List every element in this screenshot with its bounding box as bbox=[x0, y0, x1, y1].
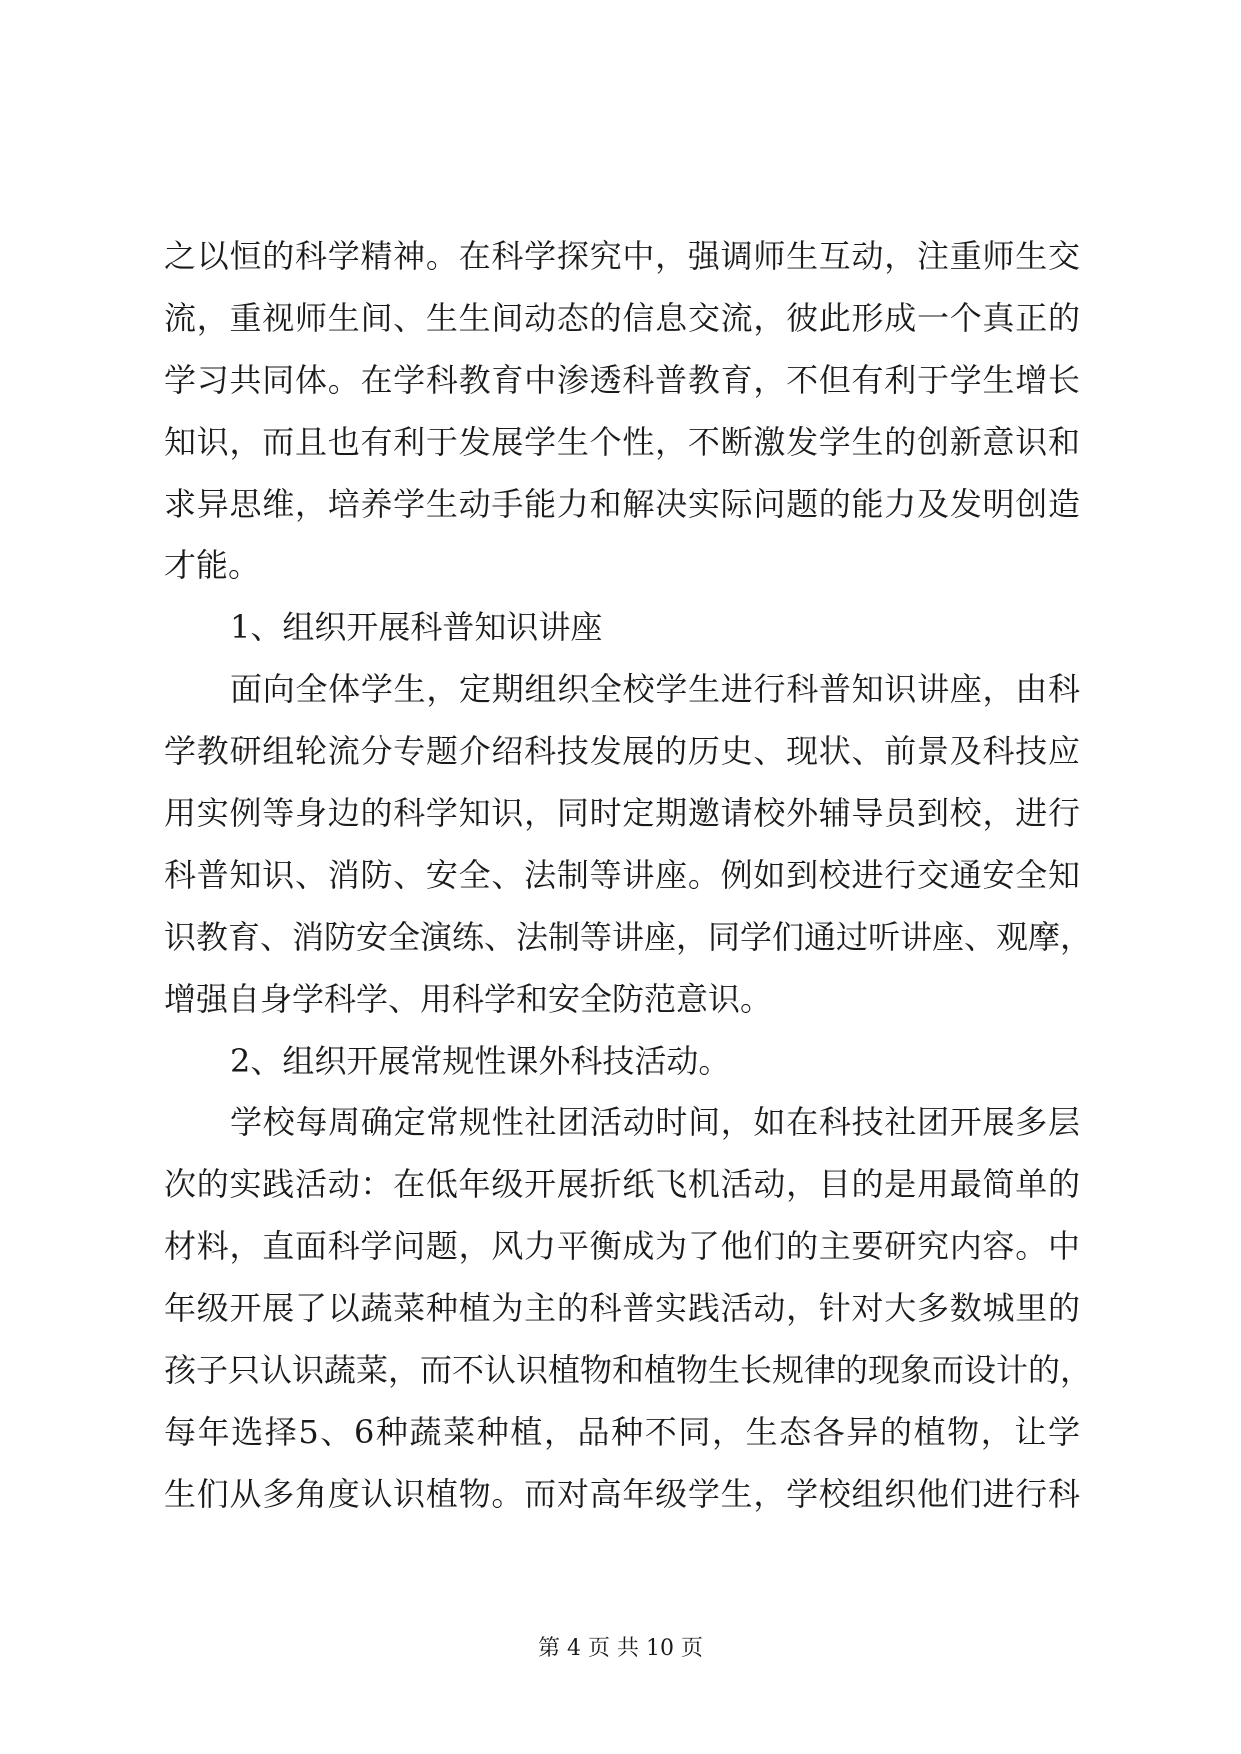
text-line: 孩子只认识蔬菜，而不认识植物和植物生长规律的现象而设计的， bbox=[164, 1351, 1093, 1390]
section-heading-2: 2、组织开展常规性课外科技活动。 bbox=[230, 1041, 731, 1080]
text-line: 生们从多角度认识植物。而对高年级学生，学校组织他们进行科 bbox=[164, 1474, 1080, 1513]
text-line: 学习共同体。在学科教育中渗透科普教育，不但有利于学生增长 bbox=[164, 360, 1080, 399]
page-number-footer: 第 4 页 共 10 页 bbox=[538, 1636, 703, 1661]
paragraph-first-line: 学校每周确定常规性社团活动时间，如在科技社团开展多层 bbox=[230, 1103, 1080, 1142]
text-line: 求异思维，培养学生动手能力和解决实际问题的能力及发明创造 bbox=[164, 484, 1080, 523]
text-line: 之以恒的科学精神。在科学探究中，强调师生互动，注重师生交 bbox=[164, 237, 1080, 275]
text-line: 每年选择5、6种蔬菜种植，品种不同，生态各异的植物，让学 bbox=[164, 1412, 1080, 1451]
text-line: 识教育、消防安全演练、法制等讲座，同学们通过听讲座、观摩， bbox=[164, 917, 1093, 956]
text-line: 增强自身学科学、用科学和安全防范意识。 bbox=[164, 979, 773, 1018]
text-line: 科普知识、消防、安全、法制等讲座。例如到校进行交通安全知 bbox=[164, 855, 1080, 894]
document-body bbox=[164, 226, 1093, 1526]
section-heading-1: 1、组织开展科普知识讲座 bbox=[230, 608, 603, 647]
paragraph-first-line: 面向全体学生，定期组织全校学生进行科普知识讲座，由科 bbox=[230, 670, 1080, 709]
text-line: 学教研组轮流分专题介绍科技发展的历史、现状、前景及科技应 bbox=[164, 732, 1080, 771]
text-line: 用实例等身边的科学知识，同时定期邀请校外辅导员到校，进行 bbox=[164, 794, 1080, 833]
text-line: 年级开展了以蔬菜种植为主的科普实践活动，针对大多数城里的 bbox=[164, 1289, 1080, 1328]
text-line: 流，重视师生间、生生间动态的信息交流，彼此形成一个真正的 bbox=[164, 298, 1080, 337]
text-line: 材料，直面科学问题，风力平衡成为了他们的主要研究内容。中 bbox=[164, 1227, 1080, 1266]
text-line: 次的实践活动：在低年级开展折纸飞机活动，目的是用最简单的 bbox=[164, 1165, 1080, 1204]
text-line: 才能。 bbox=[164, 546, 261, 585]
text-line: 知识，而且也有利于发展学生个性，不断激发学生的创新意识和 bbox=[164, 422, 1080, 461]
